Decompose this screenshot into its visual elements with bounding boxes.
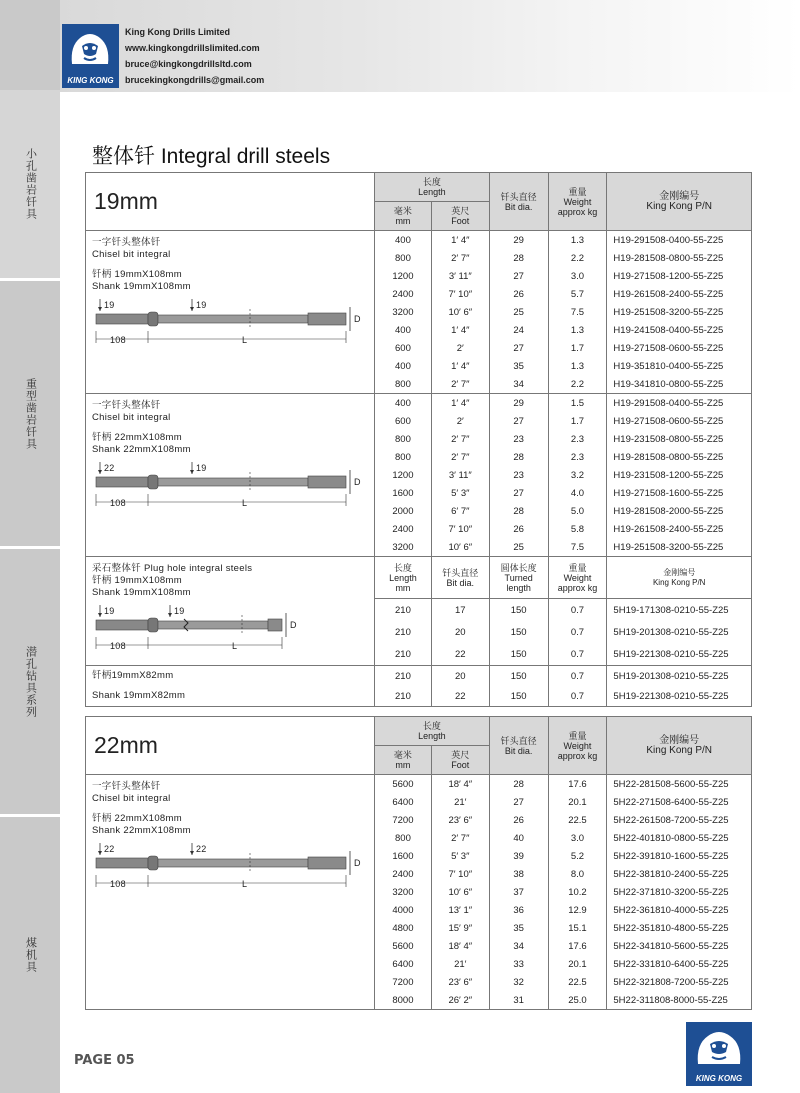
cell-bit: 25 <box>489 303 548 321</box>
shank-cn: 钎柄 22mmX108mm <box>92 432 182 443</box>
company-name: King Kong Drills Limited <box>125 27 230 37</box>
cell-mm: 400 <box>375 357 432 375</box>
cell-mm: 1200 <box>375 267 432 285</box>
cell-foot: 13′ 1″ <box>431 901 489 919</box>
drill-steel-diagram <box>92 460 370 522</box>
header-weight: 重量 Weight approx kg <box>548 173 607 231</box>
shank-cn: 钎柄 19mmX108mm <box>92 269 182 280</box>
cell-pn: 5H19-221308-0210-55-Z25 <box>607 643 752 665</box>
cell-pn: H19-271508-1200-55-Z25 <box>607 267 752 285</box>
header-length: 长度 Length <box>375 173 490 202</box>
header-bit-dia: 钎头直径 Bit dia. <box>489 717 548 775</box>
cell-mm: 6400 <box>375 955 432 973</box>
shank-label: Shank 19mmX82mm <box>86 686 375 707</box>
cell-foot: 3′ 11″ <box>431 466 489 484</box>
size-heading: 22mm <box>86 717 375 775</box>
cell-pn: H19-251508-3200-55-Z25 <box>607 303 752 321</box>
cell-pn: 5H19-171308-0210-55-Z25 <box>607 599 752 621</box>
dim-length-label: 108 <box>110 879 126 889</box>
desc-cn: 一字钎头整体钎 <box>92 781 161 792</box>
cell-weight: 22.5 <box>548 811 607 829</box>
cell-length: 210 <box>375 599 432 621</box>
cell-foot: 1′ 4″ <box>431 394 489 413</box>
cell-mm: 2400 <box>375 285 432 303</box>
cell-mm: 5600 <box>375 937 432 955</box>
dim-l-label: L <box>242 879 248 889</box>
cell-weight: 5.7 <box>548 285 607 303</box>
cell-pn: H19-351810-0400-55-Z25 <box>607 357 752 375</box>
shank-en: Shank 22mmX108mm <box>92 444 191 455</box>
header-mm: 毫米 mm <box>375 202 432 231</box>
cell-weight: 1.7 <box>548 412 607 430</box>
cell-pn: H19-281508-0800-55-Z25 <box>607 448 752 466</box>
cell-weight: 1.3 <box>548 321 607 339</box>
cell-turned: 150 <box>489 621 548 643</box>
cell-weight: 0.7 <box>548 599 607 621</box>
table-row <box>86 686 752 707</box>
cell-mm: 5600 <box>375 775 432 794</box>
cell-bit: 28 <box>489 448 548 466</box>
cell-bit: 34 <box>489 937 548 955</box>
cell-foot: 3′ 11″ <box>431 267 489 285</box>
product-description <box>86 231 375 394</box>
cell-bit: 22 <box>431 643 489 665</box>
cell-length: 210 <box>375 686 432 707</box>
cell-bit: 23 <box>489 466 548 484</box>
cell-mm: 800 <box>375 448 432 466</box>
dim-l-label: L <box>242 498 248 508</box>
cell-mm: 3200 <box>375 883 432 901</box>
size-heading: 19mm <box>86 173 375 231</box>
cell-weight: 15.1 <box>548 919 607 937</box>
dim-shank-label: 19 <box>104 606 115 616</box>
cell-weight: 4.0 <box>548 484 607 502</box>
cell-pn: H19-291508-0400-55-Z25 <box>607 231 752 250</box>
plug-header-row: 采石整体钎 Plug hole integral steels 钎柄 19mmX108mm Shank 19mmX108mm 19 19 D 108 L 长度 Length mm 钎头直径 Bit dia. 圆体长度 Turned length 重量 Weight approx kg 金刚编号 King Kong P/N <box>86 557 752 599</box>
dim-shank-label: 22 <box>104 844 115 854</box>
cell-bit: 32 <box>489 973 548 991</box>
cell-pn: H19-271508-0600-55-Z25 <box>607 412 752 430</box>
cell-foot: 18′ 4″ <box>431 775 489 794</box>
cell-foot: 23′ 6″ <box>431 811 489 829</box>
cell-pn: 5H19-201308-0210-55-Z25 <box>607 621 752 643</box>
cell-pn: 5H19-221308-0210-55-Z25 <box>607 686 752 707</box>
cell-pn: H19-271508-1600-55-Z25 <box>607 484 752 502</box>
cell-foot: 2′ 7″ <box>431 448 489 466</box>
cell-bit: 27 <box>489 793 548 811</box>
cell-bit: 29 <box>489 394 548 413</box>
cell-foot: 5′ 3″ <box>431 484 489 502</box>
cell-bit: 37 <box>489 883 548 901</box>
header-length: 长度 Length <box>375 717 490 746</box>
cell-weight: 3.0 <box>548 829 607 847</box>
cell-pn: H19-281508-0800-55-Z25 <box>607 249 752 267</box>
cell-turned: 150 <box>489 599 548 621</box>
cell-weight: 17.6 <box>548 775 607 794</box>
cell-foot: 2′ <box>431 339 489 357</box>
cell-turned: 150 <box>489 686 548 707</box>
cell-mm: 1200 <box>375 466 432 484</box>
cell-bit: 25 <box>489 538 548 557</box>
cell-mm: 4000 <box>375 901 432 919</box>
desc-en: Chisel bit integral <box>92 412 171 423</box>
email-link[interactable]: bruce@kingkongdrillsltd.com <box>125 59 252 69</box>
cell-bit: 33 <box>489 955 548 973</box>
cell-mm: 7200 <box>375 973 432 991</box>
cell-mm: 2000 <box>375 502 432 520</box>
cell-mm: 6400 <box>375 793 432 811</box>
cell-weight: 1.7 <box>548 339 607 357</box>
cell-pn: 5H22-381810-2400-55-Z25 <box>607 865 752 883</box>
cell-bit: 26 <box>489 285 548 303</box>
cell-bit: 17 <box>431 599 489 621</box>
sidebar-tab-coal[interactable]: 煤机具 <box>24 937 37 973</box>
shank-en: Shank 19mmX108mm <box>92 587 191 598</box>
desc-cn: 一字钎头整体钎 <box>92 237 161 248</box>
table-row <box>86 394 752 413</box>
cell-mm: 7200 <box>375 811 432 829</box>
cell-foot: 2′ 7″ <box>431 375 489 394</box>
cell-mm: 3200 <box>375 303 432 321</box>
desc-en: Chisel bit integral <box>92 793 171 804</box>
cell-bit: 24 <box>489 321 548 339</box>
cell-pn: 5H19-201308-0210-55-Z25 <box>607 666 752 687</box>
shank-cn: 钎柄 22mmX108mm <box>92 813 182 824</box>
cell-weight: 25.0 <box>548 991 607 1010</box>
cell-foot: 21′ <box>431 793 489 811</box>
header-pn: 金刚编号 King Kong P/N <box>607 173 752 231</box>
cell-bit: 20 <box>431 621 489 643</box>
cell-foot: 18′ 4″ <box>431 937 489 955</box>
cell-pn: 5H22-281508-5600-55-Z25 <box>607 775 752 794</box>
sidebar-tab-dth[interactable]: 潜孔钻具系列 <box>24 645 37 718</box>
cell-bit: 38 <box>489 865 548 883</box>
cell-weight: 5.8 <box>548 520 607 538</box>
cell-pn: H19-291508-0400-55-Z25 <box>607 394 752 413</box>
table-19mm <box>85 172 752 707</box>
cell-pn: H19-261508-2400-55-Z25 <box>607 520 752 538</box>
cell-foot: 23′ 6″ <box>431 973 489 991</box>
cell-weight: 1.3 <box>548 231 607 250</box>
dim-length-label: 108 <box>110 335 126 345</box>
cell-pn: 5H22-321808-7200-55-Z25 <box>607 973 752 991</box>
cell-mm: 4800 <box>375 919 432 937</box>
cell-pn: 5H22-261508-7200-55-Z25 <box>607 811 752 829</box>
desc-en: Chisel bit integral <box>92 249 171 260</box>
drill-steel-diagram <box>92 603 370 665</box>
cell-bit: 35 <box>489 357 548 375</box>
cell-mm: 1600 <box>375 484 432 502</box>
company-logo: KING KONG <box>62 24 119 88</box>
group-shank-82 <box>86 666 752 707</box>
cell-bit: 27 <box>489 339 548 357</box>
sidebar-tab-small-hole[interactable]: 小孔凿岩钎具 <box>0 90 60 278</box>
drill-steel-diagram <box>92 841 370 903</box>
cell-foot: 2′ 7″ <box>431 249 489 267</box>
cell-bit: 20 <box>431 666 489 687</box>
header-foot: 英尺 Foot <box>431 746 489 775</box>
sidebar-tab-heavy[interactable]: 重型凿岩钎具 <box>24 377 37 450</box>
table-row <box>86 231 752 250</box>
cell-weight: 2.3 <box>548 430 607 448</box>
cell-mm: 2400 <box>375 865 432 883</box>
group-chisel-19 <box>86 231 752 394</box>
header-foot: 英尺 Foot <box>431 202 489 231</box>
dim-l-label: L <box>242 335 248 345</box>
cell-mm: 600 <box>375 412 432 430</box>
dim-bit-label: D <box>354 858 361 868</box>
cell-foot: 7′ 10″ <box>431 865 489 883</box>
product-description <box>86 394 375 557</box>
cell-bit: 26 <box>489 811 548 829</box>
product-description <box>86 775 375 1010</box>
dim-body-label: 19 <box>174 606 185 616</box>
cell-foot: 10′ 6″ <box>431 883 489 901</box>
shank-en: Shank 19mmX108mm <box>92 281 191 292</box>
cell-bit: 23 <box>489 430 548 448</box>
gorilla-logo-icon <box>62 24 119 74</box>
dim-shank-label: 19 <box>104 300 115 310</box>
cell-foot: 6′ 7″ <box>431 502 489 520</box>
cell-bit: 27 <box>489 484 548 502</box>
cell-bit: 29 <box>489 231 548 250</box>
cell-bit: 28 <box>489 502 548 520</box>
cell-mm: 8000 <box>375 991 432 1010</box>
group-plug-hole <box>86 557 752 666</box>
cell-weight: 10.2 <box>548 883 607 901</box>
cell-weight: 8.0 <box>548 865 607 883</box>
cell-weight: 1.3 <box>548 357 607 375</box>
dim-bit-label: D <box>354 477 361 487</box>
cell-weight: 2.3 <box>548 448 607 466</box>
cell-weight: 5.2 <box>548 847 607 865</box>
cell-bit: 31 <box>489 991 548 1010</box>
cell-foot: 5′ 3″ <box>431 847 489 865</box>
cell-mm: 600 <box>375 339 432 357</box>
cell-pn: H19-271508-0600-55-Z25 <box>607 339 752 357</box>
dim-body-label: 22 <box>196 844 207 854</box>
drill-steel-diagram <box>92 297 370 359</box>
gorilla-logo-icon <box>686 1022 752 1072</box>
cell-weight: 22.5 <box>548 973 607 991</box>
cell-bit: 36 <box>489 901 548 919</box>
cell-foot: 26′ 2″ <box>431 991 489 1010</box>
cell-bit: 27 <box>489 412 548 430</box>
cell-weight: 0.7 <box>548 666 607 687</box>
table-row <box>86 666 752 687</box>
header-mm: 毫米 mm <box>375 746 432 775</box>
dim-bit-label: D <box>290 620 297 630</box>
cell-turned: 150 <box>489 643 548 665</box>
footer-logo: KING KONG <box>686 1022 752 1086</box>
cell-bit: 27 <box>489 267 548 285</box>
cell-bit: 39 <box>489 847 548 865</box>
group-chisel-22mm <box>86 775 752 1010</box>
cell-mm: 400 <box>375 231 432 250</box>
cell-foot: 7′ 10″ <box>431 520 489 538</box>
website-link[interactable]: www.kingkongdrillslimited.com <box>125 43 260 53</box>
cell-length: 210 <box>375 666 432 687</box>
desc-cn: 一字钎头整体钎 <box>92 400 161 411</box>
cell-weight: 7.5 <box>548 303 607 321</box>
cell-pn: H19-231508-1200-55-Z25 <box>607 466 752 484</box>
cell-weight: 20.1 <box>548 793 607 811</box>
cell-weight: 0.7 <box>548 621 607 643</box>
cell-mm: 400 <box>375 321 432 339</box>
contact-block <box>125 24 264 88</box>
cell-weight: 0.7 <box>548 686 607 707</box>
cell-length: 210 <box>375 621 432 643</box>
cell-mm: 400 <box>375 394 432 413</box>
shank-label: 钎柄19mmX82mm <box>86 666 375 687</box>
shank-en: Shank 22mmX108mm <box>92 825 191 836</box>
dim-body-label: 19 <box>196 463 207 473</box>
cell-pn: H19-241508-0400-55-Z25 <box>607 321 752 339</box>
cell-mm: 800 <box>375 829 432 847</box>
cell-mm: 800 <box>375 375 432 394</box>
cell-pn: H19-281508-2000-55-Z25 <box>607 502 752 520</box>
cell-foot: 2′ <box>431 412 489 430</box>
email-link-2[interactable]: brucekingkongdrills@gmail.com <box>125 75 265 85</box>
cell-foot: 1′ 4″ <box>431 231 489 250</box>
desc-cn: 采石整体钎 Plug hole integral steels <box>92 563 253 574</box>
table-22mm <box>85 716 752 1010</box>
cell-mm: 2400 <box>375 520 432 538</box>
page-title: 整体钎 Integral drill steels <box>92 145 331 168</box>
dim-bit-label: D <box>354 314 361 324</box>
cell-pn: 5H22-331810-6400-55-Z25 <box>607 955 752 973</box>
cell-weight: 7.5 <box>548 538 607 557</box>
cell-turned: 150 <box>489 666 548 687</box>
cell-foot: 15′ 9″ <box>431 919 489 937</box>
cell-weight: 2.2 <box>548 249 607 267</box>
cell-foot: 2′ 7″ <box>431 829 489 847</box>
cell-pn: H19-341810-0800-55-Z25 <box>607 375 752 394</box>
cell-mm: 800 <box>375 430 432 448</box>
dim-length-label: 108 <box>110 498 126 508</box>
cell-length: 210 <box>375 643 432 665</box>
header-bit-dia: 钎头直径 Bit dia. <box>489 173 548 231</box>
cell-bit: 35 <box>489 919 548 937</box>
cell-bit: 26 <box>489 520 548 538</box>
cell-foot: 10′ 6″ <box>431 538 489 557</box>
cell-bit: 40 <box>489 829 548 847</box>
dim-length-label: 108 <box>110 641 126 651</box>
table-row <box>86 775 752 794</box>
shank-cn: 钎柄 19mmX108mm <box>92 575 182 586</box>
cell-foot: 21′ <box>431 955 489 973</box>
cell-weight: 2.2 <box>548 375 607 394</box>
cell-weight: 3.2 <box>548 466 607 484</box>
cell-pn: H19-231508-0800-55-Z25 <box>607 430 752 448</box>
cell-weight: 1.5 <box>548 394 607 413</box>
cell-mm: 1600 <box>375 847 432 865</box>
header-pn: 金刚编号 King Kong P/N <box>607 717 752 775</box>
cell-bit: 28 <box>489 249 548 267</box>
cell-weight: 0.7 <box>548 643 607 665</box>
product-description <box>86 557 375 666</box>
cell-foot: 1′ 4″ <box>431 321 489 339</box>
dim-l-label: L <box>232 641 238 651</box>
dim-body-label: 19 <box>196 300 207 310</box>
cell-pn: H19-261508-2400-55-Z25 <box>607 285 752 303</box>
cell-weight: 12.9 <box>548 901 607 919</box>
cell-foot: 1′ 4″ <box>431 357 489 375</box>
dim-shank-label: 22 <box>104 463 115 473</box>
header-weight: 重量 Weight approx kg <box>548 717 607 775</box>
cell-mm: 3200 <box>375 538 432 557</box>
cell-pn: 5H22-351810-4800-55-Z25 <box>607 919 752 937</box>
cell-pn: 5H22-401810-0800-55-Z25 <box>607 829 752 847</box>
page-number: PAGE 05 <box>74 1053 135 1068</box>
cell-pn: 5H22-371810-3200-55-Z25 <box>607 883 752 901</box>
sidebar <box>0 0 60 1093</box>
cell-foot: 2′ 7″ <box>431 430 489 448</box>
cell-foot: 10′ 6″ <box>431 303 489 321</box>
cell-pn: 5H22-311808-8000-55-Z25 <box>607 991 752 1010</box>
cell-pn: 5H22-391810-1600-55-Z25 <box>607 847 752 865</box>
cell-pn: 5H22-341810-5600-55-Z25 <box>607 937 752 955</box>
cell-bit: 28 <box>489 775 548 794</box>
cell-pn: 5H22-271508-6400-55-Z25 <box>607 793 752 811</box>
cell-weight: 5.0 <box>548 502 607 520</box>
cell-weight: 3.0 <box>548 267 607 285</box>
cell-weight: 17.6 <box>548 937 607 955</box>
cell-bit: 34 <box>489 375 548 394</box>
group-chisel-22 <box>86 394 752 557</box>
cell-bit: 22 <box>431 686 489 707</box>
cell-pn: 5H22-361810-4000-55-Z25 <box>607 901 752 919</box>
cell-mm: 800 <box>375 249 432 267</box>
cell-foot: 7′ 10″ <box>431 285 489 303</box>
cell-pn: H19-251508-3200-55-Z25 <box>607 538 752 557</box>
cell-weight: 20.1 <box>548 955 607 973</box>
